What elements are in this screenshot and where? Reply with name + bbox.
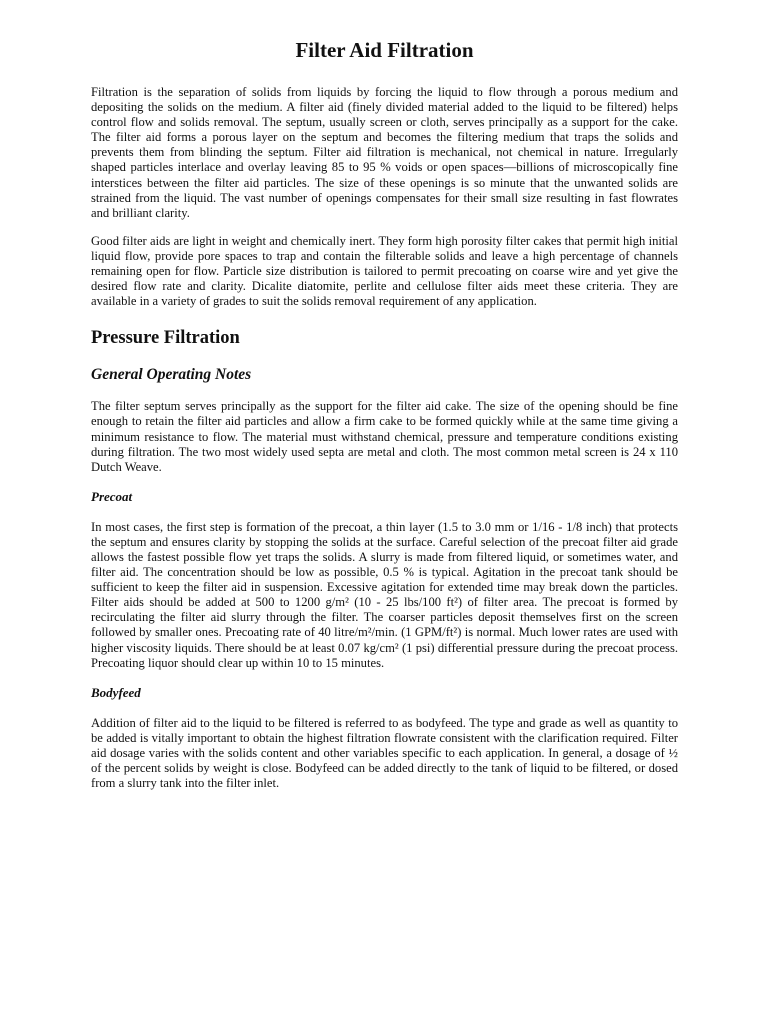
precoat-paragraph: In most cases, the first step is formation of the precoat, a thin layer (1.5 to 3.0 mm or 1/16 - 1/8 inch) that protects the septum and ensures clarity by stopping the solids at the surface. Careful selection of the precoat filter aid grade allows the fastest possible flow yet traps the solids. A slurry is made from filtered liquid, or sometimes water, and filter aid. The concentration should be low as possible, 0.5 % is typical. Agitation in the precoat tank should be sufficient to keep the filter aid in suspension. Excessive agitation for extended time may break down the particles. Filter aids should be added at 500 to 1200 g/m² (10 - 25 lbs/100 ft²) of filter area. The precoat is formed by recirculating the filter aid slurry through the filter. The coarser particles deposit themselves first on the screen followed by smaller ones. Precoating rate of 40 litre/m²/min. (1 GPM/ft²) is normal. Much lower rates are used with higher viscosity liquids. There should be at least 0.07 kg/cm² (1 psi) differential pressure during the precoat process. Precoating liquor should clear up within 10 to 15 minutes. <box>91 519 678 670</box>
general-operating-notes-paragraph: The filter septum serves principally as the support for the filter aid cake. The size of the opening should be fine enough to retain the filter aid particles and allow a firm cake to be formed quickly while at the same time giving a minimum resistance to flow. The material must withstand chemical, pressure and temperature conditions existing during filtration. The two most widely used septa are metal and cloth. The most common metal screen is 24 x 110 Dutch Weave. <box>91 399 678 474</box>
subsection-heading-general-operating-notes: General Operating Notes <box>91 366 252 384</box>
intro-paragraph-2: Good filter aids are light in weight and chemically inert. They form high porosity filter cakes that permit high initial liquid flow, provide pore spaces to trap and contain the filterable solids and leave a high percentage of channels remaining open for flow. Particle size distribution is tailored to permit precoating on coarse wire and yet give the desired flow rate and clarity. Dicalite diatomite, perlite and cellulose filter aids meet these criteria. They are available in a variety of grades to suit the solids removal requirement of any application. <box>91 233 678 309</box>
section-heading-pressure-filtration: Pressure Filtration <box>91 328 240 349</box>
bodyfeed-paragraph: Addition of filter aid to the liquid to be filtered is referred to as bodyfeed. The type and grade as well as quantity to be added is vitally important to obtain the highest filtration flowrate consistent with the clarification required. Filter aid dosage varies with the solids content and other variables specific to each application. In general, a dosage of ½ of the percent solids by weight is close. Bodyfeed can be added directly to the tank of liquid to be filtered, or dosed from a slurry tank into the filter inlet. <box>91 715 678 791</box>
subsection-heading-bodyfeed: Bodyfeed <box>91 684 141 700</box>
document-title: Filter Aid Filtration <box>295 38 474 62</box>
intro-paragraph-1: Filtration is the separation of solids from liquids by forcing the liquid to flow through a porous medium and depositing the solids on the medium. A filter aid (finely divided material added to the liquid to be filtered) helps control flow and solids removal. The septum, usually screen or cloth, serves principally as a support for the cake. The filter aid forms a porous layer on the septum and becomes the filtering medium that traps the solids and prevents them from blinding the septum. Filter aid filtration is mechanical, not chemical in nature. Irregularly shaped particles interlace and overlay leaving 85 to 95 % voids or open spaces—billions of microscopically fine interstices between the filter aid particles. The size of these openings is so minute that the unwanted solids are strained from the liquid. The vast number of openings compensates for their small size resulting in fast flowrates and brilliant clarity. <box>91 85 678 220</box>
subsection-heading-precoat: Precoat <box>91 488 133 504</box>
